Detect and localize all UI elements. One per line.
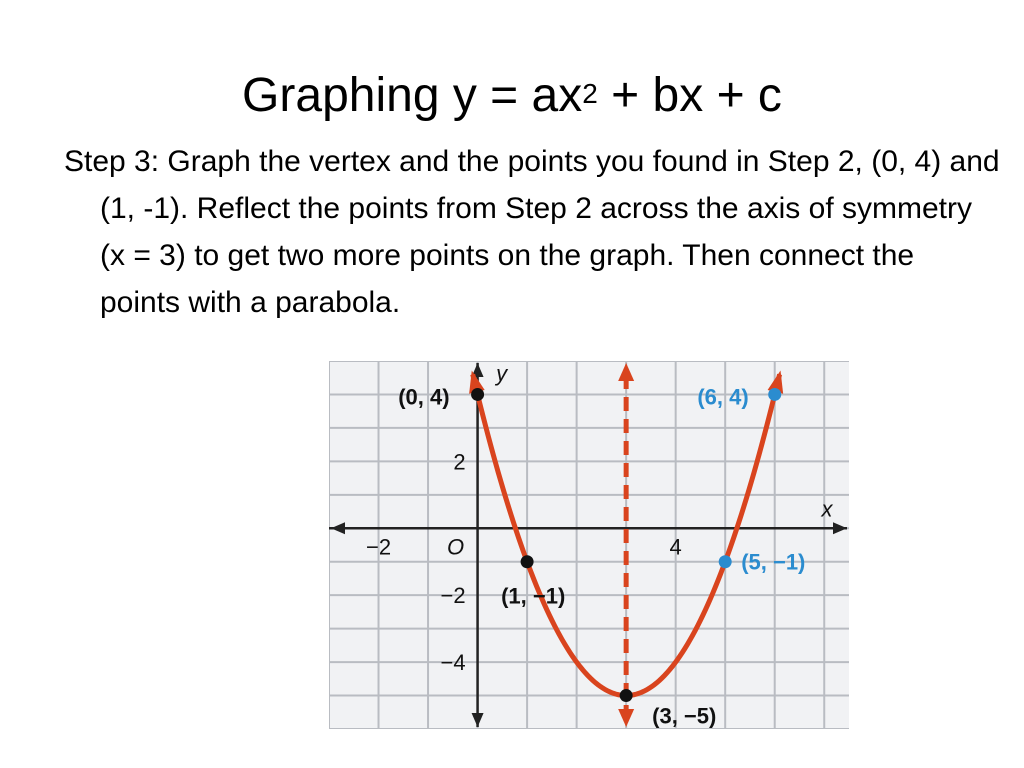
graph-svg — [329, 361, 849, 729]
x-axis-label: x — [821, 496, 833, 522]
point-label: (6, 4) — [697, 384, 749, 410]
slide-title — [0, 68, 1024, 124]
y-tick-label: −4 — [440, 650, 466, 676]
point-marker — [471, 388, 484, 401]
title-main: Graphing y = ax — [242, 69, 583, 122]
step-3-text: Step 3: Graph the vertex and the points you found in Step 2, (0, 4) and (1, -1). Reflect the points from Step 2 across the axis of symmetry (x = 3) to get two more points on the graph. Then connect the points with a parabola. — [64, 145, 1000, 319]
title-superscript: 2 — [582, 78, 598, 109]
point-marker — [719, 555, 732, 568]
x-tick-label: −2 — [365, 534, 392, 560]
parabola-graph — [329, 361, 849, 729]
y-axis-label: y — [496, 361, 508, 386]
point-label: (3, −5) — [652, 703, 717, 729]
title-tail: + bx + c — [597, 69, 782, 122]
x-tick-label: 4 — [669, 534, 682, 560]
origin-label: O — [447, 534, 465, 560]
point-marker — [521, 555, 534, 568]
point-label: (1, −1) — [501, 583, 566, 609]
point-marker — [620, 689, 633, 702]
y-tick-label: −2 — [440, 583, 466, 609]
point-label: (5, −1) — [741, 549, 806, 575]
y-tick-label: 2 — [453, 449, 466, 475]
point-label: (0, 4) — [398, 384, 450, 410]
point-marker — [768, 388, 781, 401]
